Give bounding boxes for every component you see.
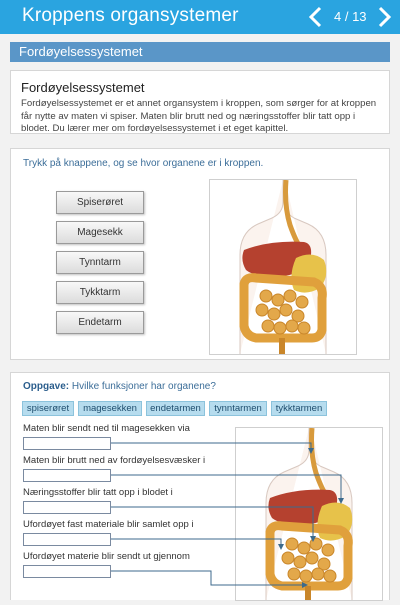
page-indicator: 4 / 13 bbox=[334, 9, 367, 24]
question-text: Ufordøyet fast materiale blir samlet opp i bbox=[23, 519, 194, 530]
answer-chip-spiseroret[interactable]: spiserøret bbox=[22, 401, 74, 416]
connector-arrow bbox=[111, 475, 341, 503]
task-question: Hvilke funksjoner har organene? bbox=[71, 381, 216, 392]
intro-card bbox=[10, 70, 390, 134]
organ-button-magesekk[interactable]: Magesekk bbox=[56, 221, 144, 244]
connector-arrow bbox=[111, 507, 313, 541]
answer-chip-tykktarmen[interactable]: tykktarmen bbox=[271, 401, 327, 416]
question-text: Maten blir sendt ned til magesekken via bbox=[23, 423, 190, 434]
connector-arrow bbox=[111, 443, 311, 453]
chevron-right-icon[interactable] bbox=[374, 4, 394, 30]
app-header bbox=[0, 0, 400, 34]
question-text: Maten blir brutt ned av fordøyelsesvæsker i bbox=[23, 455, 206, 466]
answer-chip-endetarmen[interactable]: endetarmen bbox=[146, 401, 205, 416]
organ-button-tynntarm[interactable]: Tynntarm bbox=[56, 251, 144, 274]
app-title: Kroppens organsystemer bbox=[22, 5, 239, 26]
digestive-system-illustration bbox=[209, 179, 357, 355]
intro-body: Fordøyelsessystemet er et annet organsystem i kroppen, som sørger for at kroppen får nytte av maten vi spiser. Maten blir brutt ned og næringsstoffer blir tatt opp i blodet. Du lærer mer om fordøyelsessystemet i et eget kapittel. bbox=[21, 98, 377, 134]
explore-instruction: Trykk på knappene, og se hvor organene er i kroppen. bbox=[23, 158, 264, 169]
connector-arrow bbox=[111, 539, 281, 549]
chevron-left-icon[interactable] bbox=[306, 4, 326, 30]
intro-heading: Fordøyelsessystemet bbox=[21, 80, 145, 95]
connector-arrow bbox=[111, 571, 307, 585]
question-text: Næringsstoffer blir tatt opp i blodet i bbox=[23, 487, 173, 498]
task-label: Oppgave: bbox=[23, 381, 70, 392]
organ-button-spiseroret[interactable]: Spiserøret bbox=[56, 191, 144, 214]
section-title: Fordøyelsessystemet bbox=[10, 42, 390, 62]
explore-card bbox=[10, 148, 390, 360]
answer-chip-magesekken[interactable]: magesekken bbox=[78, 401, 142, 416]
organ-button-endetarm[interactable]: Endetarm bbox=[56, 311, 144, 334]
connector-arrows bbox=[11, 373, 391, 601]
task-card bbox=[10, 372, 390, 600]
answer-chip-tynntarmen[interactable]: tynntarmen bbox=[209, 401, 267, 416]
question-text: Ufordøyet materie blir sendt ut gjennom bbox=[23, 551, 190, 562]
organ-button-tykktarm[interactable]: Tykktarm bbox=[56, 281, 144, 304]
